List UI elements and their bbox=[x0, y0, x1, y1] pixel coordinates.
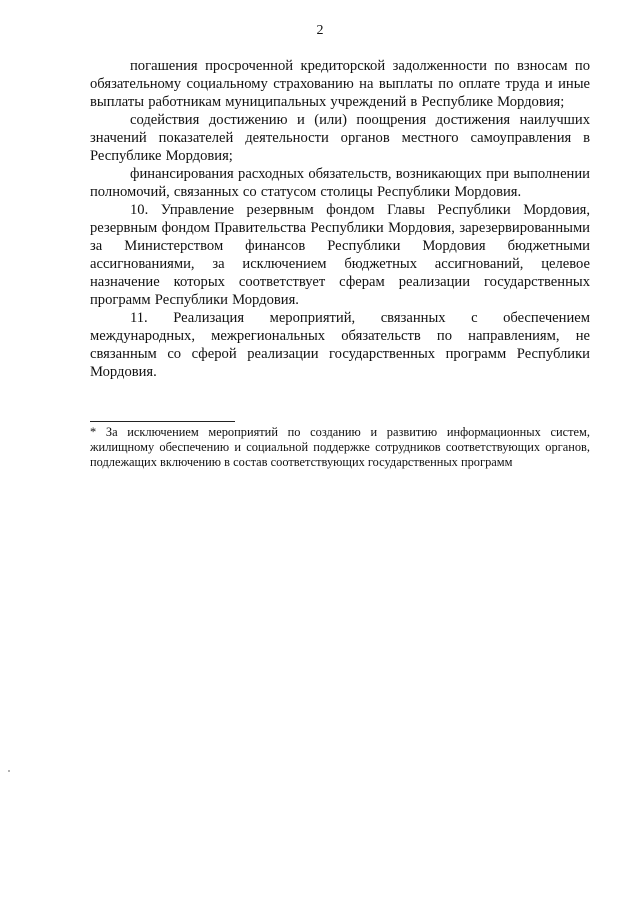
paragraph-capital-status-funding: финансирования расходных обязательств, возникающих при выполнении полномочий, связанных со статусом столицы Республики Мордовия. bbox=[90, 166, 590, 200]
footnote-separator bbox=[90, 421, 235, 422]
paragraph-performance-incentives: содействия достижению и (или) поощрения достижения наилучших значений показателей деятельности органов местного самоуправления в Республике Мордовия; bbox=[90, 112, 590, 164]
paragraph-item-11-obligations: 11. Реализация мероприятий, связанных с обеспечением международных, межрегиональных обязательств по направлениям, не связанным со сферой реализации государственных программ Республики Мордовия. bbox=[90, 310, 590, 380]
paragraph-arrears-repayment: погашения просроченной кредиторской задолженности по взносам по обязательному социальному страхованию на выплаты по оплате труда и иные выплаты работникам муниципальных учреждений в Республике Мордовия; bbox=[90, 58, 590, 110]
document-body bbox=[90, 57, 590, 381]
paragraph-item-10-reserve-fund: 10. Управление резервным фондом Главы Республики Мордовия, резервным фондом Правительства Республики Мордовия, зарезервированными за Министерством финансов Республики Мордовия бюджетными ассигнованиями, за исключением бюджетных ассигнований, целевое назначение которых соответствует сферам реализации государственных программ Республики Мордовия. bbox=[90, 202, 590, 308]
scan-speck bbox=[8, 770, 10, 772]
page-number: 2 bbox=[316, 23, 324, 38]
footnote: * За исключением мероприятий по созданию и развитию информационных систем, жилищному обеспечению и социальной поддержке сотрудников соответствующих органов, подлежащих включению в состав соответствующих государственных программ bbox=[90, 425, 590, 469]
